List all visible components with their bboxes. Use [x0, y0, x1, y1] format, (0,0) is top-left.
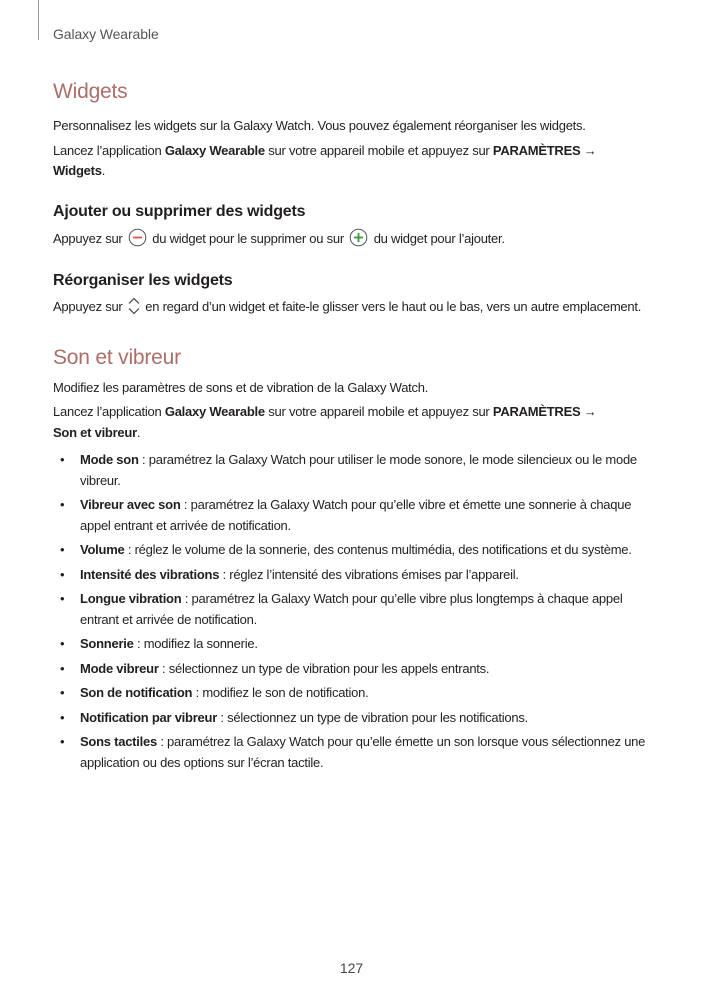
text: Appuyez sur — [53, 299, 123, 314]
list-item — [53, 683, 658, 704]
text: du widget pour le supprimer ou sur — [152, 230, 344, 246]
arrow: → — [580, 404, 597, 419]
option-description: : paramétrez la Galaxy Watch pour qu’elle émette un son lorsque vous sélectionnez une application ou des options sur l’écran tactile. — [80, 734, 646, 770]
section-title-widgets: Widgets — [53, 80, 128, 103]
option-term: Mode son — [80, 452, 139, 467]
list-item — [53, 565, 658, 586]
text: du widget pour l’ajouter. — [373, 230, 505, 246]
subsection-title-reorder: Réorganiser les widgets — [53, 272, 233, 289]
sound-intro: Modifiez les paramètres de sons et de vibration de la Galaxy Watch. — [53, 379, 429, 395]
option-description: : sélectionnez un type de vibration pour les appels entrants. — [158, 660, 490, 676]
text: . — [101, 163, 106, 178]
menu-path-widgets: Widgets — [53, 163, 102, 178]
reorder-instruction — [53, 297, 658, 322]
reorder-handle-icon — [128, 297, 140, 322]
subsection-title-add-remove: Ajouter ou supprimer des widgets — [53, 202, 306, 220]
widgets-intro: Personnalisez les widgets sur la Galaxy Watch. Vous pouvez également réorganiser les widgets. — [53, 118, 586, 133]
bullet: • — [60, 497, 65, 512]
bullet: • — [60, 660, 65, 676]
sound-launch-instruction — [53, 402, 658, 443]
list-item — [53, 708, 658, 729]
page-content — [53, 80, 658, 777]
option-description: : réglez l’intensité des vibrations émises par l’appareil. — [219, 566, 519, 582]
widgets-launch-instruction — [53, 141, 658, 182]
menu-path-sound: Son et vibreur — [53, 424, 137, 440]
text: . — [136, 424, 141, 440]
text: en regard d’un widget et faite-le glisser vers le haut ou le bas, vers un autre emplacement. — [145, 299, 642, 314]
option-description: : modifiez le son de notification. — [192, 685, 369, 700]
list-item — [53, 589, 658, 630]
option-description: : sélectionnez un type de vibration pour les notifications. — [217, 709, 528, 725]
text: Appuyez sur — [53, 230, 123, 246]
list-item — [53, 732, 658, 773]
menu-path-settings: PARAMÈTRES — [492, 404, 581, 419]
list-item — [53, 495, 658, 536]
section-title-sound: Son et vibreur — [53, 345, 181, 369]
option-term: Sonnerie — [80, 636, 134, 651]
option-term: Vibreur avec son — [80, 497, 181, 512]
bullet: • — [60, 452, 65, 467]
option-term: Intensité des vibrations — [80, 566, 220, 582]
arrow: → — [580, 142, 597, 158]
bullet: • — [60, 636, 65, 651]
bullet: • — [60, 566, 65, 582]
text: sur votre appareil mobile et appuyez sur — [264, 404, 493, 419]
running-header: Galaxy Wearable — [53, 26, 159, 42]
option-description: : paramétrez la Galaxy Watch pour utiliser le mode sonore, le mode silencieux ou le mode vibreur. — [80, 452, 637, 488]
add-remove-instruction — [53, 228, 658, 254]
option-description: : modifiez la sonnerie. — [133, 636, 258, 651]
header-rule — [38, 0, 39, 40]
page-number: 127 — [339, 960, 364, 976]
option-description: : paramétrez la Galaxy Watch pour qu’elle vibre plus longtemps à chaque appel entrant et arrivée de notification. — [80, 591, 623, 627]
list-item — [53, 659, 658, 680]
text: Lancez l’application — [53, 404, 165, 419]
list-item — [53, 634, 658, 655]
option-term: Sons tactiles — [80, 734, 157, 749]
plus-circle-icon — [349, 228, 368, 254]
sound-options-list — [53, 450, 658, 773]
text: Lancez l’application — [53, 142, 165, 158]
bullet: • — [60, 591, 65, 606]
option-description: : réglez le volume de la sonnerie, des contenus multimédia, des notifications et du système. — [124, 542, 632, 557]
option-term: Notification par vibreur — [80, 709, 218, 725]
minus-circle-icon — [128, 228, 147, 254]
app-name: Galaxy Wearable — [164, 142, 265, 158]
option-term: Son de notification — [80, 685, 193, 700]
list-item — [53, 450, 658, 491]
bullet: • — [60, 734, 65, 749]
menu-path-settings: PARAMÈTRES — [492, 142, 581, 158]
option-term: Mode vibreur — [80, 660, 159, 676]
bullet: • — [60, 709, 65, 725]
option-term: Volume — [80, 542, 125, 557]
app-name: Galaxy Wearable — [164, 404, 265, 419]
text: sur votre appareil mobile et appuyez sur — [264, 142, 493, 158]
option-description: : paramétrez la Galaxy Watch pour qu’elle vibre et émette une sonnerie à chaque appel entrant et arrivée de notification. — [80, 497, 632, 533]
bullet: • — [60, 685, 65, 700]
list-item — [53, 540, 658, 561]
bullet: • — [60, 542, 65, 557]
option-term: Longue vibration — [80, 591, 182, 606]
